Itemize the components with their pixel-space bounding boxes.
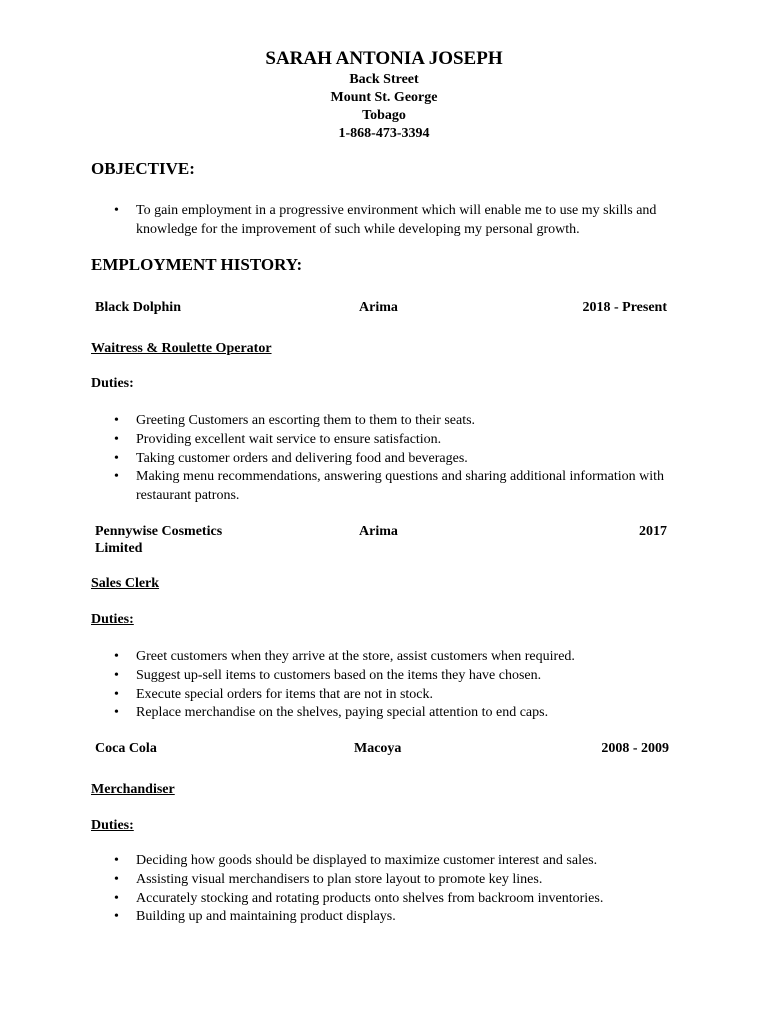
company-name: Coca Cola — [95, 741, 157, 756]
duties-list — [91, 648, 681, 723]
job-title: Waitress & Roulette Operator — [91, 341, 272, 356]
objective-list — [91, 202, 681, 240]
address-street: Back Street — [349, 72, 419, 87]
list-item: • Building up and maintaining product displays. — [91, 908, 681, 927]
list-item: • Providing excellent wait service to ensure satisfaction. — [91, 431, 681, 450]
phone-number: 1-868-473-3394 — [338, 126, 430, 141]
duties-list — [91, 852, 681, 927]
job-location: Arima — [359, 524, 398, 539]
list-item: • Suggest up-sell items to customers based on the items they have chosen. — [91, 667, 681, 686]
list-item: • Replace merchandise on the shelves, paying special attention to end caps. — [91, 704, 681, 723]
job-dates: 2018 - Present — [582, 300, 667, 315]
job-dates: 2008 - 2009 — [601, 741, 669, 756]
address-island: Tobago — [362, 108, 406, 123]
job-title: Merchandiser — [91, 782, 175, 797]
objective-heading: OBJECTIVE: — [91, 159, 195, 178]
duties-label: Duties: — [91, 612, 134, 627]
job-row-3 — [95, 740, 667, 776]
list-item: • Greeting Customers an escorting them to them to their seats. — [91, 412, 681, 431]
list-item: • Greet customers when they arrive at the store, assist customers when required. — [91, 648, 681, 667]
list-item: • Assisting visual merchandisers to plan store layout to promote key lines. — [91, 871, 681, 890]
job-title: Sales Clerk — [91, 576, 160, 591]
duties-label: Duties: — [91, 818, 134, 833]
list-item: • To gain employment in a progressive environment which will enable me to use my skills and knowledge for the improvement of such while developing my personal growth. — [91, 202, 681, 240]
company-name: Pennywise Cosmetics Limited — [95, 524, 223, 556]
job-row-2 — [95, 523, 667, 559]
job-row-1 — [95, 299, 667, 335]
list-item: • Deciding how goods should be displayed to maximize customer interest and sales. — [91, 852, 681, 871]
employment-history-heading: EMPLOYMENT HISTORY: — [91, 255, 303, 274]
job-location: Arima — [359, 300, 398, 315]
list-item: • Making menu recommendations, answering questions and sharing additional information with restaurant patrons. — [91, 468, 681, 506]
duties-list — [91, 412, 681, 506]
duties-label: Duties: — [91, 376, 134, 391]
list-item: • Taking customer orders and delivering food and beverages. — [91, 450, 681, 469]
job-dates: 2017 — [639, 524, 667, 539]
company-name: Black Dolphin — [95, 300, 181, 315]
list-item: • Accurately stocking and rotating products onto shelves from backroom inventories. — [91, 890, 681, 909]
job-location: Macoya — [354, 741, 402, 756]
resume-header — [0, 47, 768, 143]
applicant-name: SARAH ANTONIA JOSEPH — [265, 48, 503, 69]
list-item: • Execute special orders for items that are not in stock. — [91, 686, 681, 705]
address-city: Mount St. George — [330, 90, 438, 105]
